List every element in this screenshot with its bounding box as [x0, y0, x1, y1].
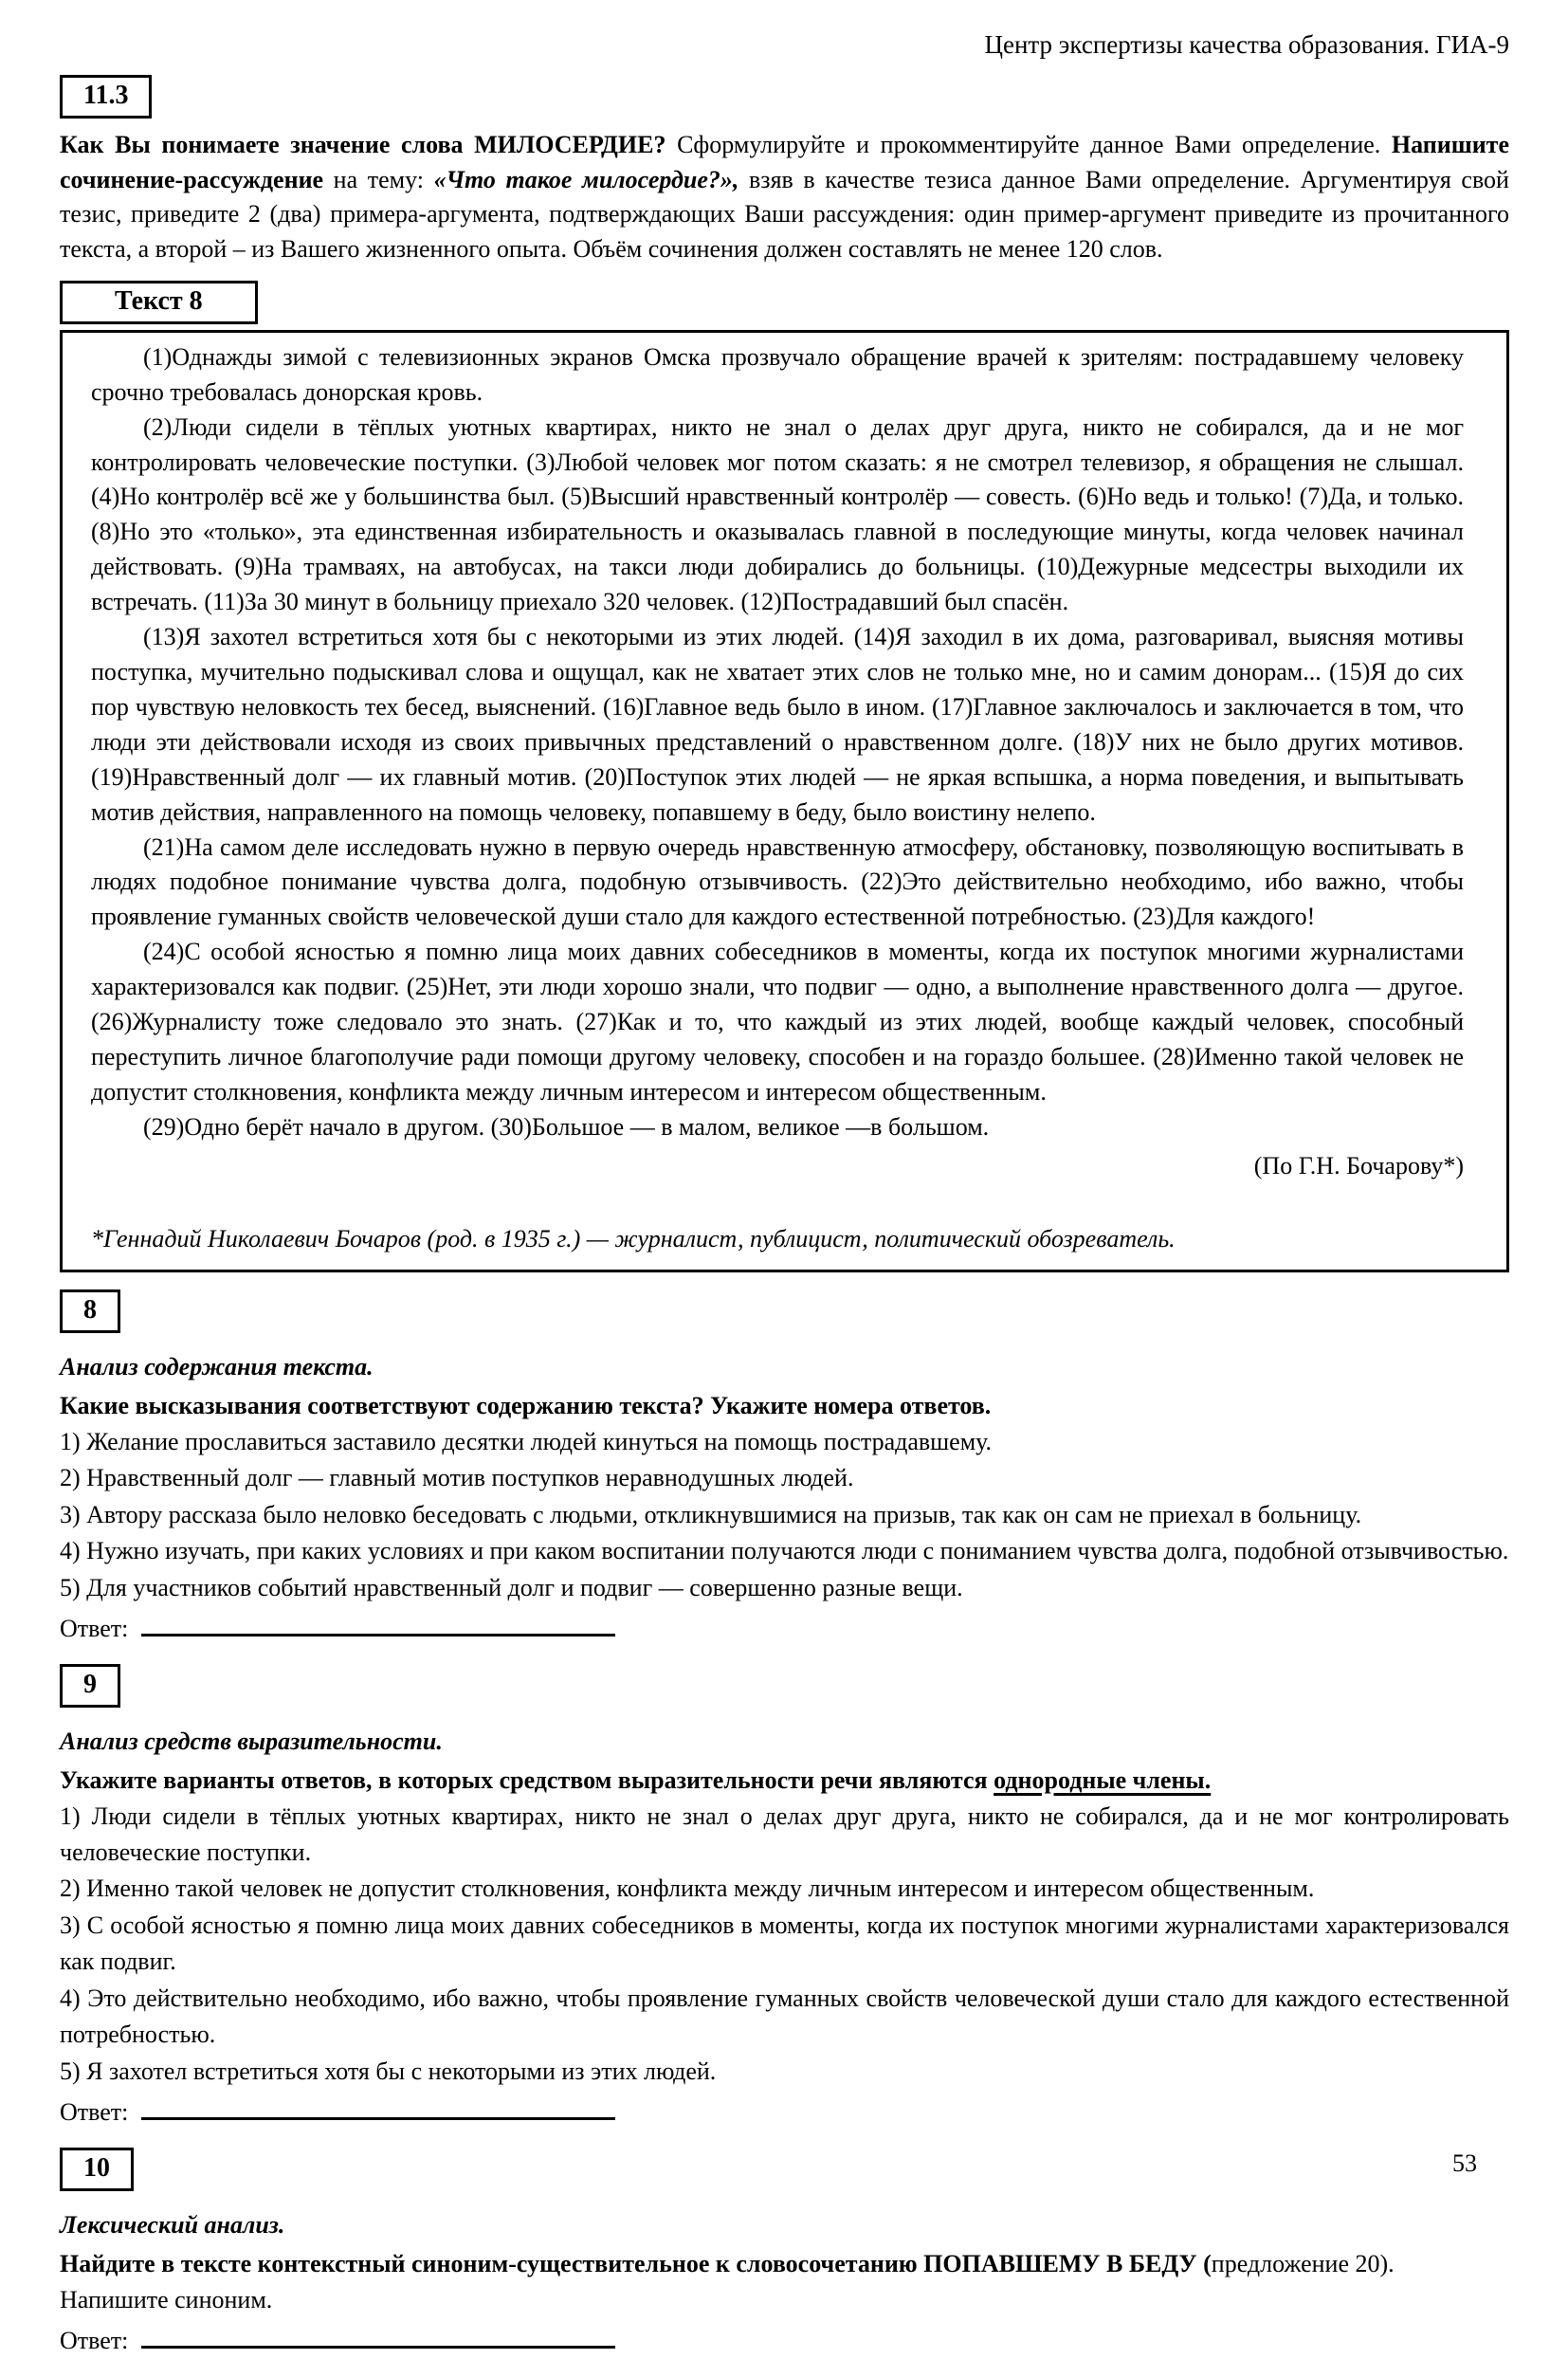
text-8-label: Текст 8	[115, 286, 203, 317]
task-number-label: 9	[83, 1670, 97, 1700]
text-paragraph: (29)Одно берёт начало в другом. (30)Большое — в малом, великое —в большом.	[143, 1112, 990, 1141]
answer-label: Ответ:	[60, 2327, 129, 2355]
task-8-option: 3) Автору рассказа было неловко беседовать с людьми, откликнувшимися на призыв, так как он сам не приехал в больницу.	[60, 1500, 1362, 1528]
task-10-question-bold: Найдите в тексте контекстный синоним-существительное к словосочетанию ПОПАВШЕМУ В БЕДУ (	[60, 2249, 1212, 2277]
task-8-subtitle: Анализ содержания текста.	[60, 1353, 374, 1381]
task-11-3-text	[60, 128, 1509, 268]
task-8-answer-row	[60, 1612, 1509, 1647]
task-10-subtitle: Лексический анализ.	[60, 2210, 285, 2239]
task-8-option: 2) Нравственный долг — главный мотив поступков неравнодушных людей.	[60, 1464, 854, 1492]
text-paragraph: (24)С особой ясностью я помню лица моих давних собеседников в моменты, когда их поступок многими журналистами характеризовался как подвиг. (25)Нет, эти люди хорошо знали, что подвиг — одно, а выполнение нравственного долга — другое. (26)Журналисту тоже следовало это знать. (27)Как и то, что каждый из этих людей, вообще каждый человек, способный переступить личное благополучие ради помощи другому человеку, способен и на гораздо большее. (28)Именно такой человек не допустит столкновения, конфликта между личным интересом и интересом общественным.	[91, 938, 1464, 1106]
task-number-box-9	[60, 1664, 120, 1708]
task-text-segment: на тему:	[323, 165, 434, 193]
task-text-segment: взяв в качестве тезиса данное Вами определение. Аргументируя свой тезис, приведите 2 (два) примера-аргумента, подтверждающих Ваши рассуждения: один пример-аргумент приведите из прочитанного текста, а второй – из Вашего жизненного опыта. Объём сочинения должен составлять не менее 120 слов.	[60, 165, 1509, 264]
task-9-option: 1) Люди сидели в тёплых уютных квартирах, никто не знал о делах друг друга, никто не собирался, да и не мог контролировать человеческие поступки.	[60, 1801, 1509, 1866]
task-9-question	[60, 1764, 1509, 1799]
task-9-option: 4) Это действительно необходимо, ибо важно, чтобы проявление гуманных свойств человеческой души стало для каждого естественной потребностью.	[60, 1984, 1509, 2049]
answer-label: Ответ:	[60, 2098, 129, 2127]
task-8-section	[60, 1286, 1509, 1647]
answer-label: Ответ:	[60, 1615, 129, 1643]
essay-topic-quote: «Что такое милосердие?»,	[433, 165, 739, 193]
task-9-question-underlined: однородные члены.	[994, 1765, 1212, 1794]
answer-blank	[141, 2325, 615, 2349]
task-9-subtitle: Анализ средств выразительности.	[60, 1727, 443, 1755]
task-8-question: Какие высказывания соответствуют содержанию текста? Укажите номера ответов.	[60, 1391, 992, 1419]
page-number: 53	[1452, 2149, 1477, 2177]
text-attribution: (По Г.Н. Бочарову*)	[1253, 1151, 1464, 1180]
answer-blank	[141, 1613, 615, 1637]
task-text-bold-segment: Напишите сочинение-рассуждение	[60, 130, 1509, 193]
task-number-box-8	[60, 1289, 120, 1333]
task-8-option: 4) Нужно изучать, при каких условиях и при каком воспитании получаются люди с пониманием чувства долга, подобной отзывчивостью.	[60, 1537, 1509, 1565]
task-10-question-regular: предложение 20).	[1211, 2249, 1395, 2277]
task-9-answer-row	[60, 2095, 1509, 2130]
task-10-section	[60, 2144, 1509, 2359]
task-9-option: 5) Я захотел встретиться хотя бы с некоторыми из этих людей.	[60, 2057, 717, 2085]
task-number-box-11-3	[60, 75, 152, 119]
page-header	[60, 30, 1509, 60]
text-paragraph: (21)На самом деле исследовать нужно в первую очередь нравственную атмосферу, обстановку, позволяющую воспитывать в людях подобное понимание чувства долга, подобную отзывчивость. (22)Это действительно необходимо, ибо важно, чтобы проявление гуманных свойств человеческой души стало для каждого естественной потребностью. (23)Для каждого!	[91, 832, 1464, 931]
text-paragraph: (13)Я захотел встретиться хотя бы с некоторыми из этих людей. (14)Я заходил в их дома, разговаривал, выясняя мотивы поступка, мучительно подыскивал слова и ощущал, как не хватает этих слов не только мне, но и самим донорам... (15)Я до сих пор чувствую неловкость тех бесед, выяснений. (16)Главное ведь было в ином. (17)Главное заключалось и заключается в том, что люди эти действовали исходя из своих привычных представлений о нравственном долге. (18)У них не было других мотивов. (19)Нравственный долг — их главный мотив. (20)Поступок этих людей — не яркая вспышка, а норма поведения, и выпытывать мотив действия, направленного на помощь человеку, попавшему в беду, было воистину нелепо.	[91, 623, 1464, 826]
task-number-label: 10	[83, 2153, 110, 2184]
task-9-option: 3) С особой ясностью я помню лица моих давних собеседников в моменты, когда их поступок многими журналистами характеризовался как подвиг.	[60, 1911, 1509, 1976]
task-9-option: 2) Именно такой человек не допустит столкновения, конфликта между личным интересом и интересом общественным.	[60, 1874, 1315, 1903]
text-paragraph: (1)Однажды зимой с телевизионных экранов Омска прозвучало обращение врачей к зрителям: пострадавшему человеку срочно требовалась донорская кровь.	[91, 342, 1464, 406]
task-10-question	[60, 2247, 1509, 2282]
task-10-instruction: Напишите синоним.	[60, 2285, 273, 2313]
task-text-segment: Сформулируйте и прокомментируйте данное Вами определение.	[665, 130, 1392, 158]
task-9-question-prefix: Укажите варианты ответов, в которых средством выразительности речи являются	[60, 1765, 994, 1794]
text-footnote: *Геннадий Николаевич Бочаров (род. в 1935 г.) — журналист, публицист, политический обозреватель.	[91, 1224, 1176, 1253]
text-8-label-box	[60, 281, 258, 324]
task-number-box-10	[60, 2148, 134, 2191]
task-number-label: 11.3	[83, 81, 129, 110]
text-paragraph: (2)Люди сидели в тёплых уютных квартирах, никто не знал о делах друг друга, никто не собирался, да и не мог контролировать человеческие поступки. (3)Любой человек мог потом сказать: я не смотрел телевизор, я обращения не слышал. (4)Но контролёр всё же у большинства был. (5)Высший нравственный контролёр — совесть. (6)Но ведь и только! (7)Да, и только. (8)Но это «только», эта единственная избирательность и оказывалась главной в последующие минуты, когда человек начинал действовать. (9)На трамваях, на автобусах, на такси люди добирались до больницы. (10)Дежурные медсестры выходили их встречать. (11)За 30 минут в больницу приехало 320 человек. (12)Пострадавший был спасён.	[91, 412, 1464, 616]
task-10-answer-row	[60, 2324, 1509, 2359]
source-text-box	[60, 330, 1509, 1273]
task-11-3-section	[60, 71, 1509, 267]
task-text-bold-segment: Как Вы понимаете значение слова МИЛОСЕРДИЕ?	[60, 130, 666, 158]
header-text: Центр экспертизы качества образования. ГИА-9	[984, 30, 1509, 59]
task-9-section	[60, 1660, 1509, 2130]
task-8-option: 5) Для участников событий нравственный долг и подвиг — совершенно разные вещи.	[60, 1573, 963, 1601]
task-number-label: 8	[83, 1295, 97, 1326]
answer-blank	[141, 2096, 615, 2120]
task-8-option: 1) Желание прославиться заставило десятки людей кинуться на помощь пострадавшему.	[60, 1427, 993, 1455]
